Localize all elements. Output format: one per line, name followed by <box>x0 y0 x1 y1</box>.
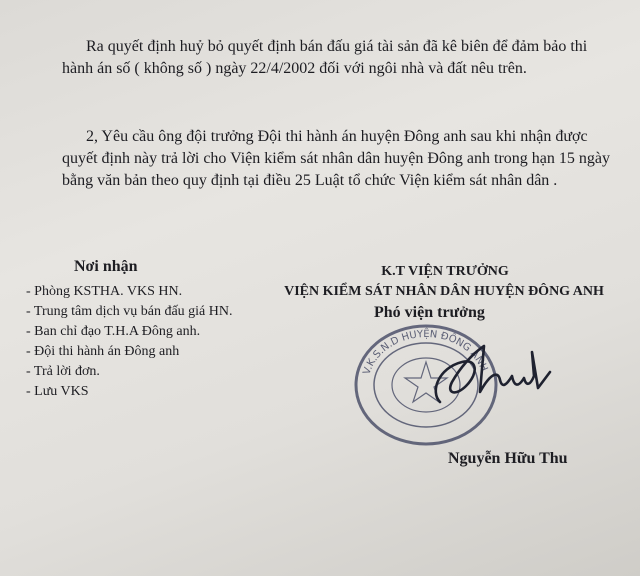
recipient-item: - Trung tâm dịch vụ bán đấu giá HN. <box>26 304 233 319</box>
recipients-list <box>26 282 232 402</box>
recipient-item: - Đội thi hành án Đông anh <box>26 344 180 359</box>
body-paragraph-1: Ra quyết định huỷ bỏ quyết định bán đấu giá tài sản đã kê biên để đảm bảo thi hành án số ( không số ) ngày 22/4/2002 đối với ngôi nhà và đất nêu trên. <box>62 38 588 77</box>
seal-text: V.K.S.N.D HUYỆN ĐÔNG ANH <box>361 328 490 377</box>
signature-organization: VIỆN KIỂM SÁT NHÂN DÂN HUYỆN ĐÔNG ANH <box>284 284 604 299</box>
body-paragraph-2: 2, Yêu cầu ông đội trưởng Đội thi hành án huyện Đông anh sau khi nhận được quyết định này trả lời cho Viện kiểm sát nhân dân huyện Đông anh trong hạn 15 ngày bằng văn bản theo quy định tại điều 25 Luật tổ chức Viện kiểm sát nhân dân . <box>62 128 610 189</box>
handwritten-signature-icon <box>410 332 560 422</box>
recipient-item: - Lưu VKS <box>26 384 89 399</box>
signature-title: K.T VIỆN TRƯỞNG <box>381 264 509 279</box>
recipient-item: - Trả lời đơn. <box>26 364 100 379</box>
recipient-item: - Ban chỉ đạo T.H.A Đông anh. <box>26 324 201 339</box>
signer-name: Nguyễn Hữu Thu <box>448 450 568 467</box>
recipients-title: Nơi nhận <box>74 258 138 275</box>
recipient-item: - Phòng KSTHA. VKS HN. <box>26 284 183 299</box>
signature-position: Phó viện trưởng <box>374 304 485 321</box>
